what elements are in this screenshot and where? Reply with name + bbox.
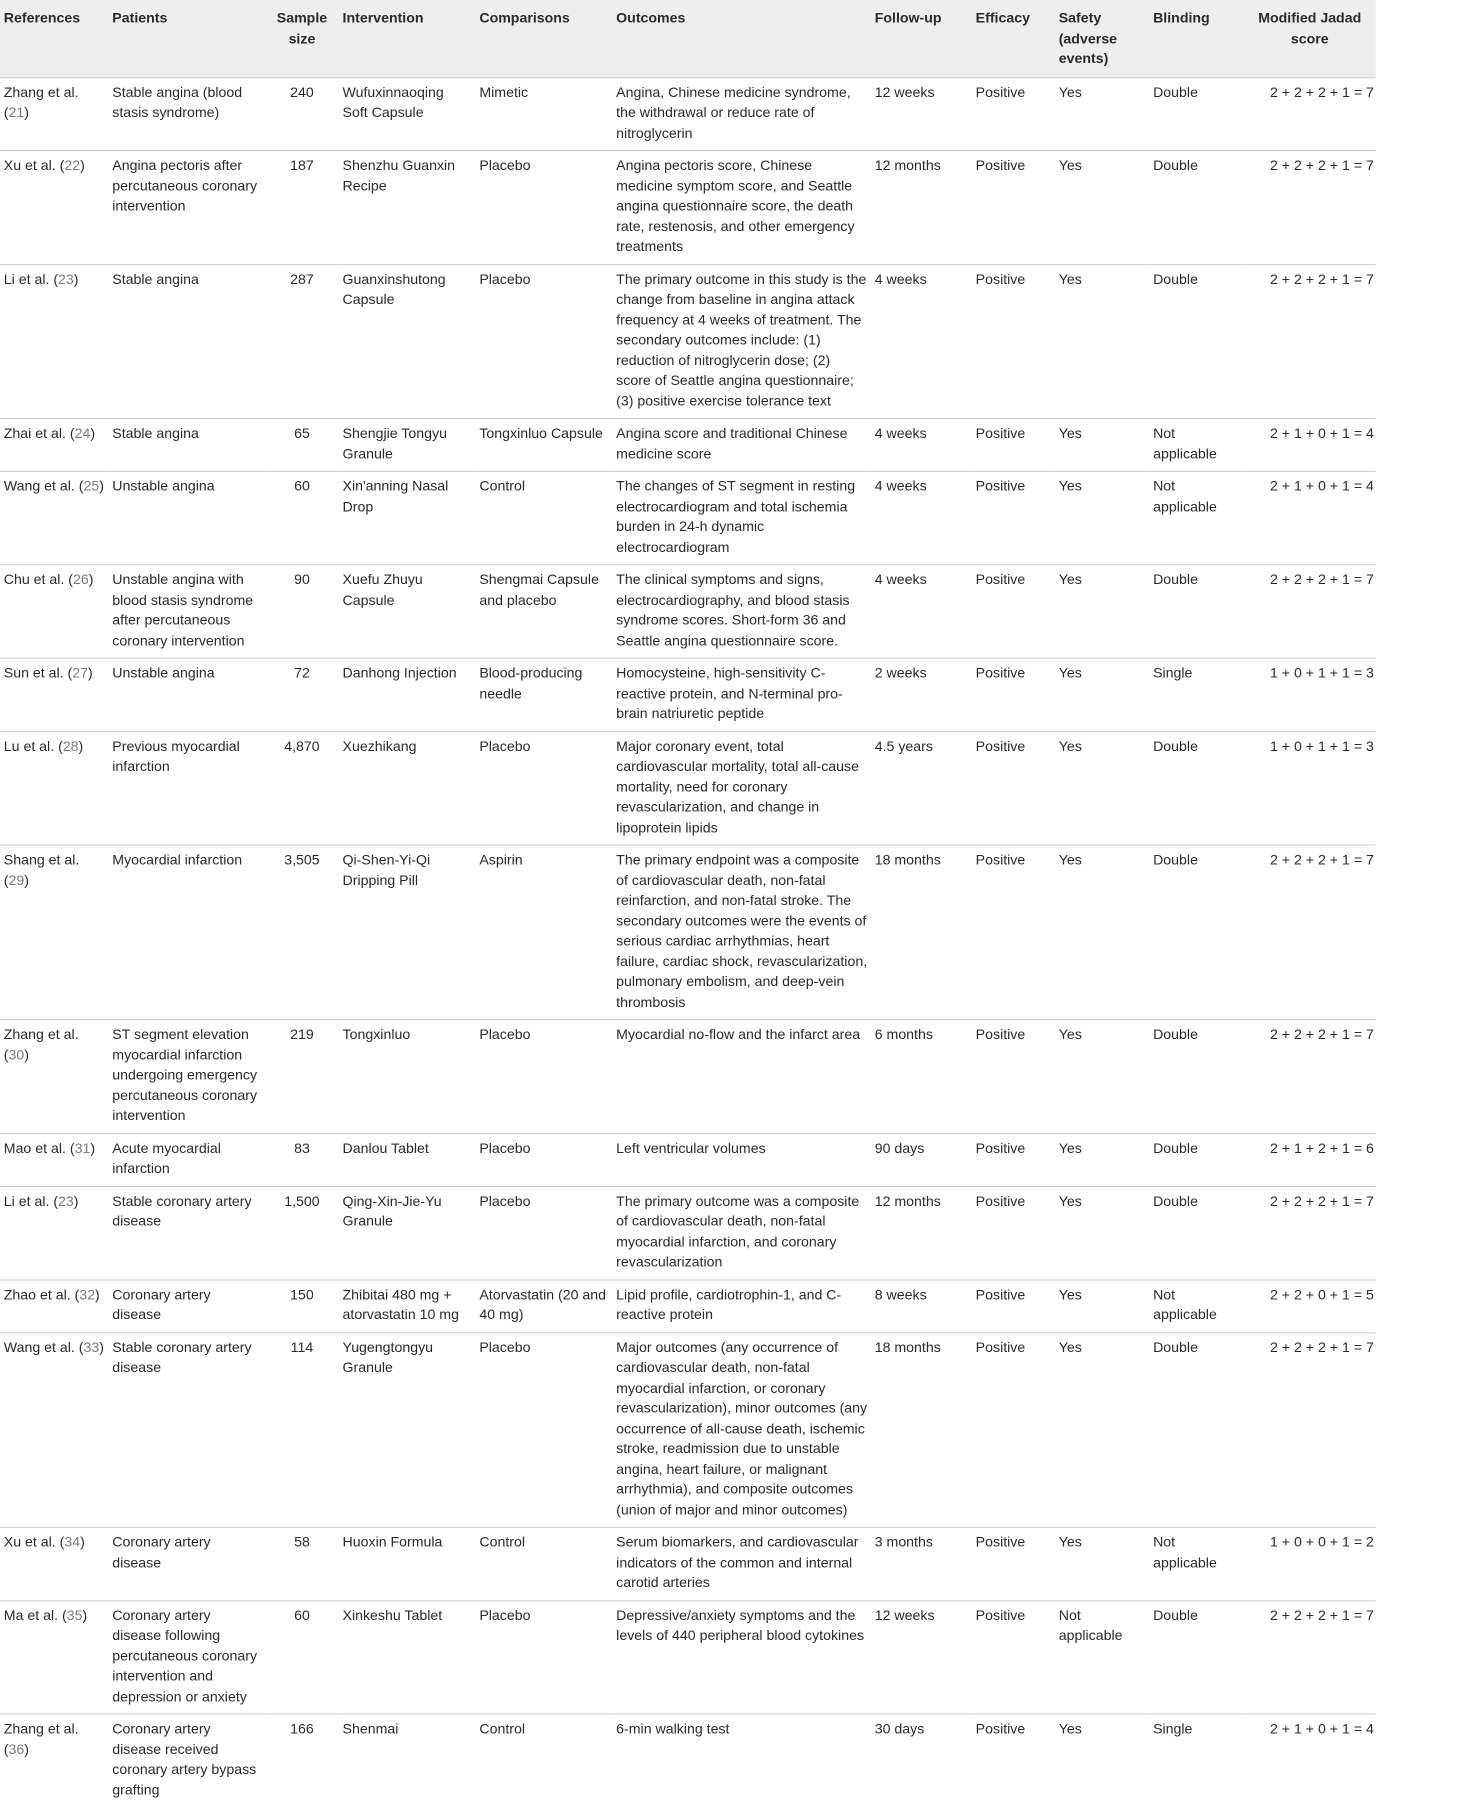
cell-jadad-score: 2 + 2 + 0 + 1 = 5 [1270,1286,1374,1303]
cell-reference [0,418,109,471]
reference-author: Chu et al. ( [3,571,74,588]
cell-blinding: Double [1153,852,1198,869]
cell-blinding: Single [1153,1721,1193,1738]
cell-reference [0,77,109,150]
reference-author: Wang et al. ( [3,1339,84,1356]
reference-link[interactable]: 23 [58,1193,74,1210]
cell-efficacy: Positive [975,478,1026,495]
header-intervention: Intervention [339,0,476,77]
reference-author: Zhang et al. ( [3,1026,79,1063]
cell-jadad-score: 2 + 2 + 2 + 1 = 7 [1270,1193,1374,1210]
cell-sample-size: 3,505 [284,852,320,869]
reference-close: ) [24,1741,29,1758]
cell-follow-up: 30 days [874,1721,925,1738]
reference-author: Zhang et al. ( [3,84,79,121]
table-row [0,1133,1376,1186]
reference-link[interactable]: 23 [58,271,74,288]
cell-follow-up: 18 months [874,852,941,869]
cell-reference [0,1332,109,1527]
reference-link[interactable]: 35 [66,1607,83,1624]
cell-patients: Coronary artery disease [112,1534,211,1571]
cell-efficacy: Positive [975,852,1026,869]
reference-author: Xu et al. ( [3,1534,65,1551]
cell-reference [0,1600,109,1714]
cell-patients: Coronary artery disease following percutaneous coronary intervention and depression or anxiety [112,1607,258,1705]
cell-jadad-score: 2 + 1 + 0 + 1 = 4 [1270,425,1374,442]
cell-patients: Unstable angina [112,665,215,682]
cell-efficacy: Positive [975,1721,1026,1738]
cell-patients: ST segment elevation myocardial infarction undergoing emergency percutaneous coronary intervention [112,1026,258,1124]
cell-safety: Yes [1058,271,1082,288]
cell-outcomes: Serum biomarkers, and cardiovascular indicators of the common and internal carotid arteries [616,1534,859,1591]
reference-close: ) [99,1339,104,1356]
cell-outcomes: Lipid profile, cardiotrophin-1, and C-reactive protein [616,1286,842,1323]
reference-author: Zhai et al. ( [3,425,75,442]
cell-patients: Stable angina [112,271,199,288]
reference-close: ) [82,1607,88,1624]
reference-link[interactable]: 36 [8,1741,25,1758]
cell-intervention: Xinkeshu Tablet [342,1607,443,1624]
cell-follow-up: 2 weeks [874,665,927,682]
cell-jadad-score: 2 + 2 + 2 + 1 = 7 [1270,271,1374,288]
reference-author: Zhang et al. ( [3,1721,79,1758]
cell-reference [0,1527,109,1600]
table-row [0,1714,1376,1807]
cell-intervention: Yugengtongyu Granule [342,1339,434,1376]
cell-safety: Yes [1058,571,1082,588]
table-row [0,658,1376,731]
header-references: References [0,0,109,77]
cell-comparisons: Control [479,1721,525,1738]
cell-intervention: Zhibitai 480 mg + atorvastatin 10 mg [342,1286,459,1323]
reference-close: ) [24,104,29,121]
cell-follow-up: 4 weeks [874,425,927,442]
cell-efficacy: Positive [975,1534,1026,1551]
cell-blinding: Double [1153,1140,1198,1157]
cell-reference [0,731,109,845]
cell-blinding: Double [1153,1339,1198,1356]
cell-blinding: Double [1153,271,1198,288]
reference-close: ) [80,1534,85,1551]
cell-follow-up: 4 weeks [874,478,927,495]
reference-author: Li et al. ( [3,1193,59,1210]
cell-follow-up: 3 months [874,1534,933,1551]
cell-comparisons: Placebo [479,271,531,288]
cell-comparisons: Mimetic [479,84,529,101]
cell-intervention: Xuefu Zhuyu Capsule [342,571,423,609]
cell-jadad-score: 2 + 1 + 0 + 1 = 4 [1270,478,1374,495]
cell-efficacy: Positive [975,1286,1026,1303]
reference-close: ) [73,271,79,288]
header-outcomes: Outcomes [612,0,871,77]
cell-efficacy: Positive [975,1339,1026,1356]
cell-intervention: Xuezhikang [342,738,417,755]
reference-link[interactable]: 29 [8,872,25,889]
cell-outcomes: Angina score and traditional Chinese medicine score [616,425,848,462]
cell-comparisons: Control [479,1534,525,1551]
cell-intervention: Shengjie Tongyu Granule [342,425,447,462]
cell-outcomes: Major outcomes (any occurrence of cardiovascular death, non-fatal myocardial infarction, or coronary revascularization), minor outcomes (any occurrence of all-cause death, ischemic stroke, readmission due to unstable angina, heart failure, or malignant arrhythmia), and composite outcomes (union of major and minor outcomes) [616,1339,868,1518]
reference-close: ) [90,1140,96,1157]
reference-link[interactable]: 28 [62,738,79,755]
table-row [0,1280,1376,1333]
cell-comparisons: Shengmai Capsule and placebo [479,571,599,609]
cell-comparisons: Placebo [479,1140,531,1157]
cell-intervention: Qing-Xin-Jie-Yu Granule [342,1193,442,1230]
cell-blinding: Double [1153,571,1198,588]
cell-jadad-score: 2 + 2 + 2 + 1 = 7 [1270,571,1374,588]
cell-sample-size: 187 [290,157,314,174]
cell-reference [0,845,109,1020]
reference-close: ) [95,1286,100,1303]
cell-outcomes: Depressive/anxiety symptoms and the levels of 440 peripheral blood cytokines [616,1607,865,1644]
cell-blinding: Double [1153,1026,1198,1043]
cell-jadad-score: 1 + 0 + 0 + 1 = 2 [1270,1534,1374,1551]
reference-close: ) [99,478,104,495]
table-header-row [0,0,1376,77]
cell-comparisons: Tongxinluo Capsule [479,425,603,442]
cell-efficacy: Positive [975,157,1026,174]
cell-comparisons: Placebo [479,1607,531,1624]
table-row [0,1527,1376,1600]
table-row [0,1020,1376,1134]
cell-jadad-score: 2 + 1 + 0 + 1 = 4 [1270,1721,1374,1738]
cell-intervention: Guanxinshutong Capsule [342,271,446,308]
cell-reference [0,471,109,564]
table-body [0,77,1376,1807]
cell-jadad-score: 2 + 1 + 2 + 1 = 6 [1270,1140,1374,1157]
reference-link[interactable]: 27 [72,665,88,682]
cell-outcomes: The primary outcome was a composite of cardiovascular death, non-fatal myocardial infarction, and coronary revascularization [616,1193,860,1271]
cell-outcomes: Homocysteine, high-sensitivity C-reactive protein, and N-terminal pro-brain natriuretic peptide [616,665,843,722]
reference-link[interactable]: 22 [64,157,81,174]
cell-follow-up: 4 weeks [874,571,927,588]
reference-author: Xu et al. ( [3,157,65,174]
reference-link[interactable]: 21 [8,104,25,121]
reference-link[interactable]: 26 [73,571,89,588]
cell-comparisons: Placebo [479,1339,531,1356]
cell-patients: Myocardial infarction [112,852,243,869]
cell-safety: Yes [1058,1140,1082,1157]
reference-close: ) [88,571,94,588]
cell-reference [0,1186,109,1279]
cell-patients: Stable coronary artery disease [112,1339,252,1376]
cell-outcomes: Angina pectoris score, Chinese medicine symptom score, and Seattle angina questionnaire score, the death rate, restenosis, and other emergency treatments [616,157,855,255]
header-comparisons: Comparisons [476,0,613,77]
cell-safety: Yes [1058,1721,1082,1738]
reference-author: Mao et al. ( [3,1140,75,1157]
reference-link[interactable]: 34 [64,1534,81,1551]
cell-follow-up: 18 months [874,1339,941,1356]
reference-close: ) [80,157,85,174]
cell-intervention: Danlou Tablet [342,1140,429,1157]
cell-patients: Unstable angina [112,478,215,495]
cell-comparisons: Atorvastatin (20 and 40 mg) [479,1286,607,1323]
cell-outcomes: The clinical symptoms and signs, electrocardiography, and blood stasis syndrome scores. Short-form 36 and Seattle angina questionnaire score. [616,571,850,649]
cell-blinding: Double [1153,157,1198,174]
cell-follow-up: 4 weeks [874,271,927,288]
cell-blinding: Not applicable [1153,425,1217,462]
header-patients: Patients [109,0,266,77]
cell-comparisons: Aspirin [479,852,523,869]
reference-link[interactable]: 25 [83,478,100,495]
reference-author: Shang et al. ( [3,852,80,889]
cell-sample-size: 60 [294,1607,310,1624]
cell-outcomes: Left ventricular volumes [616,1140,766,1157]
cell-follow-up: 90 days [874,1140,925,1157]
cell-comparisons: Placebo [479,738,531,755]
cell-follow-up: 12 months [874,1193,941,1210]
cell-blinding: Not applicable [1153,1534,1217,1571]
header-follow-up: Follow-up [871,0,972,77]
cell-sample-size: 150 [290,1286,314,1303]
cell-jadad-score: 2 + 2 + 2 + 1 = 7 [1270,1026,1374,1043]
cell-blinding: Double [1153,84,1198,101]
reference-author: Ma et al. ( [3,1607,67,1624]
reference-author: Sun et al. ( [3,665,73,682]
cell-blinding: Double [1153,1193,1198,1210]
cell-intervention: Qi-Shen-Yi-Qi Dripping Pill [342,852,431,889]
cell-efficacy: Positive [975,425,1026,442]
cell-outcomes: Myocardial no-flow and the infarct area [616,1026,861,1043]
cell-comparisons: Placebo [479,1193,531,1210]
cell-follow-up: 12 weeks [874,84,935,101]
cell-safety: Yes [1058,852,1082,869]
cell-follow-up: 8 weeks [874,1286,927,1303]
cell-follow-up: 6 months [874,1026,933,1043]
table-row [0,418,1376,471]
header-safety: Safety (adverse events) [1055,0,1149,77]
table-row [0,845,1376,1020]
cell-efficacy: Positive [975,1607,1026,1624]
reference-link[interactable]: 33 [83,1339,100,1356]
cell-efficacy: Positive [975,571,1026,588]
table-row [0,1186,1376,1279]
cell-reference [0,264,109,418]
table-row [0,471,1376,564]
cell-patients: Acute myocardial infarction [112,1140,221,1177]
table-row [0,1600,1376,1714]
table-row [0,731,1376,845]
cell-sample-size: 60 [294,478,310,495]
cell-safety: Yes [1058,157,1082,174]
header-sample-size: Sample size [265,0,339,77]
reference-close: ) [24,1046,29,1063]
reference-close: ) [24,872,29,889]
reference-link[interactable]: 32 [79,1286,96,1303]
cell-sample-size: 287 [290,271,314,288]
reference-author: Wang et al. ( [3,478,84,495]
cell-jadad-score: 2 + 2 + 2 + 1 = 7 [1270,852,1374,869]
cell-intervention: Shenzhu Guanxin Recipe [342,157,456,194]
header-efficacy: Efficacy [972,0,1055,77]
reference-link[interactable]: 24 [74,425,91,442]
cell-efficacy: Positive [975,271,1026,288]
header-jadad-score: Modified Jadad score [1244,0,1376,77]
cell-outcomes: Major coronary event, total cardiovascular mortality, total all-cause mortality, need for coronary revascularization, and change in lipoprotein lipids [616,738,859,836]
cell-intervention: Huoxin Formula [342,1534,443,1551]
cell-patients: Coronary artery disease received coronary artery bypass grafting [112,1721,257,1799]
cell-sample-size: 219 [290,1026,314,1043]
cell-jadad-score: 2 + 2 + 2 + 1 = 7 [1270,1339,1374,1356]
cell-sample-size: 90 [294,571,310,588]
cell-safety: Yes [1058,478,1082,495]
cell-patients: Stable angina (blood stasis syndrome) [112,84,243,121]
table-row [0,151,1376,265]
cell-sample-size: 83 [294,1140,310,1157]
cell-patients: Stable coronary artery disease [112,1193,252,1230]
cell-sample-size: 58 [294,1534,310,1551]
reference-link[interactable]: 31 [74,1140,91,1157]
cell-patients: Stable angina [112,425,199,442]
cell-follow-up: 12 weeks [874,1607,935,1624]
reference-author: Li et al. ( [3,271,59,288]
table-row [0,77,1376,150]
cell-sample-size: 72 [294,665,310,682]
cell-efficacy: Positive [975,1193,1026,1210]
cell-comparisons: Control [479,478,525,495]
cell-sample-size: 240 [290,84,314,101]
cell-reference [0,1133,109,1186]
cell-sample-size: 65 [294,425,310,442]
reference-author: Zhao et al. ( [3,1286,80,1303]
cell-jadad-score: 1 + 0 + 1 + 1 = 3 [1270,665,1374,682]
cell-efficacy: Positive [975,738,1026,755]
cell-intervention: Tongxinluo [342,1026,411,1043]
reference-link[interactable]: 30 [8,1046,25,1063]
header-blinding: Blinding [1149,0,1243,77]
cell-reference [0,1020,109,1134]
cell-intervention: Xin'anning Nasal Drop [342,478,449,515]
cell-sample-size: 1,500 [284,1193,320,1210]
cell-safety: Yes [1058,1193,1082,1210]
table-row [0,565,1376,658]
cell-efficacy: Positive [975,1140,1026,1157]
cell-patients: Unstable angina with blood stasis syndrome after percutaneous coronary intervention [112,571,254,649]
cell-outcomes: The primary outcome in this study is the change from baseline in angina attack frequency at 4 weeks of treatment. The secondary outcomes include: (1) reduction of nitroglycerin dose; (2) score of Seattle angina questionnaire; (3) positive exercise tolerance text [616,271,867,410]
cell-sample-size: 4,870 [284,738,320,755]
cell-safety: Yes [1058,738,1082,755]
cell-jadad-score: 2 + 2 + 2 + 1 = 7 [1270,157,1374,174]
cell-outcomes: The primary endpoint was a composite of cardiovascular death, non-fatal reinfarction, and non-fatal stroke. The secondary outcomes were the events of serious cardiac arrhythmias, heart failure, cardiac shock, revascularization, pulmonary embolism, and deep-vein thrombosis [616,852,868,1011]
cell-outcomes: The changes of ST segment in resting electrocardiogram and total ischemia burden in 24-h dynamic electrocardiogram [616,478,856,556]
cell-comparisons: Placebo [479,157,531,174]
reference-close: ) [90,425,96,442]
cell-safety: Yes [1058,1286,1082,1303]
cell-safety: Yes [1058,1026,1082,1043]
cell-comparisons: Blood-producing needle [479,665,583,702]
cell-intervention: Shenmai [342,1721,399,1738]
cell-reference [0,1714,109,1807]
cell-patients: Previous myocardial infarction [112,738,240,775]
cell-follow-up: 4.5 years [874,738,933,755]
cell-efficacy: Positive [975,665,1026,682]
table-row [0,1332,1376,1527]
reference-close: ) [87,665,93,682]
cell-sample-size: 114 [290,1339,314,1356]
cell-blinding: Not applicable [1153,1286,1217,1323]
cell-blinding: Double [1153,1607,1198,1624]
cell-intervention: Wufuxinnaoqing Soft Capsule [342,84,444,121]
cell-safety: Not applicable [1058,1607,1123,1644]
cell-patients: Angina pectoris after percutaneous coronary intervention [112,157,258,215]
cell-jadad-score: 1 + 0 + 1 + 1 = 3 [1270,738,1374,755]
cell-safety: Yes [1058,1339,1082,1356]
cell-reference [0,565,109,658]
cell-safety: Yes [1058,665,1082,682]
cell-jadad-score: 2 + 2 + 2 + 1 = 7 [1270,1607,1374,1624]
cell-jadad-score: 2 + 2 + 2 + 1 = 7 [1270,84,1374,101]
cell-follow-up: 12 months [874,157,941,174]
reference-close: ) [73,1193,79,1210]
reference-close: ) [78,738,84,755]
cell-outcomes: Angina, Chinese medicine syndrome, the withdrawal or reduce rate of nitroglycerin [616,84,851,142]
cell-efficacy: Positive [975,1026,1026,1043]
cell-efficacy: Positive [975,84,1026,101]
cell-outcomes: 6-min walking test [616,1721,730,1738]
cell-reference [0,151,109,265]
cell-comparisons: Placebo [479,1026,531,1043]
table-row [0,264,1376,418]
cell-blinding: Double [1153,738,1198,755]
cell-safety: Yes [1058,425,1082,442]
cell-intervention: Danhong Injection [342,665,457,682]
reference-author: Lu et al. ( [3,738,63,755]
cell-blinding: Not applicable [1153,478,1217,515]
cell-safety: Yes [1058,84,1082,101]
cell-sample-size: 166 [290,1721,314,1738]
cell-safety: Yes [1058,1534,1082,1551]
cell-blinding: Single [1153,665,1193,682]
cell-patients: Coronary artery disease [112,1286,211,1323]
cell-reference [0,1280,109,1333]
cell-reference [0,658,109,731]
